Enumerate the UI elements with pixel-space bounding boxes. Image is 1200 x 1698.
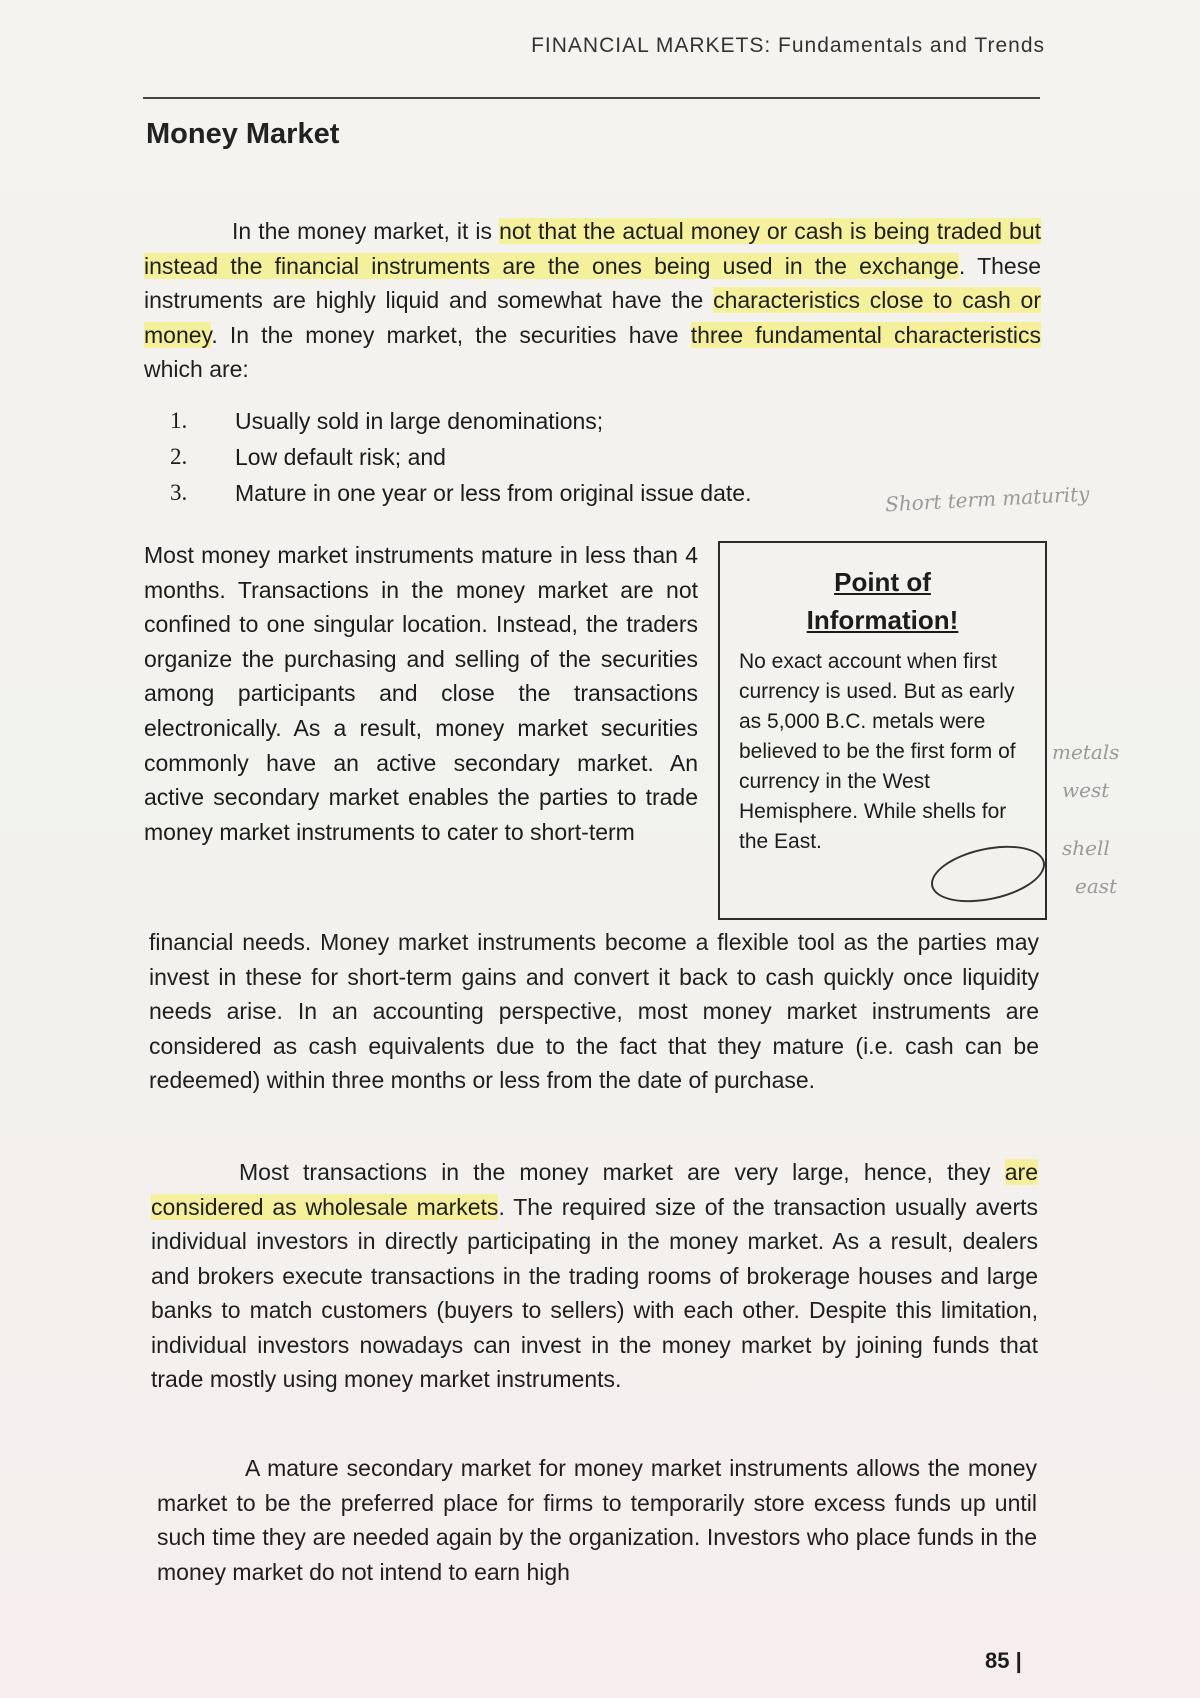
info-box-title-line-1: Point of	[834, 567, 931, 597]
list-item	[170, 444, 1030, 480]
list-number: 1.	[170, 408, 188, 433]
margin-note-east: east	[1075, 874, 1118, 898]
body-paragraph-3: A mature secondary market for money market instruments allows the money market to be the preferred place for firms to temporarily store excess funds up until such time they are needed again by the organization. Investors who place funds in the money market do not intend to earn high	[157, 1455, 1037, 1585]
list-text: Mature in one year or less from original issue date.	[235, 480, 752, 506]
section-title: Money Market	[146, 118, 340, 150]
intro-paragraph	[144, 214, 1041, 387]
intro-highlight-3: three fundamental characteristics	[690, 321, 1042, 348]
para2-highlight-1: are considered as wholesale markets	[151, 1159, 1038, 1220]
page-number: 85 |	[985, 1648, 1022, 1673]
running-header: FINANCIAL MARKETS: Fundamentals and Trends	[531, 34, 1045, 57]
list-item	[170, 408, 1030, 444]
info-box-title	[720, 563, 1045, 639]
body-paragraph-1-wrapped: Most money market instruments mature in less than 4 months. Transactions in the money market are not confined to one singular location. Instead, the traders organize the purchasing and selling of the securities among participants and close the transactions electronically. As a result, money market securities commonly have an active secondary market. An active secondary market enables the parties to trade money market instruments to cater to short-term	[144, 542, 698, 845]
handwritten-maturity-note: Short term maturity	[884, 481, 1090, 517]
margin-note-metals: metals	[1052, 740, 1120, 764]
intro-highlight-1: not that the actual money or cash is being traded but instead the financial instruments are the ones being used in the exchange	[144, 218, 1042, 279]
margin-note-west: west	[1062, 778, 1110, 802]
header-rule	[143, 97, 1040, 99]
intro-text-3: . In the money market, the securities have	[211, 321, 691, 348]
info-box-body: No exact account when first currency is used. But as early as 5,000 B.C. metals were believed to be the first form of currency in the West Hemisphere. While shells for the East.	[739, 650, 1016, 853]
body-paragraph-2	[151, 1155, 1038, 1397]
info-box-title-line-2: Information!	[806, 605, 959, 635]
list-number: 2.	[170, 444, 188, 469]
intro-text-2: . These instruments are highly liquid and somewhat have the	[144, 252, 1041, 313]
list-text: Low default risk; and	[235, 444, 446, 470]
margin-note-shell: shell	[1062, 836, 1110, 860]
list-text: Usually sold in large denominations;	[235, 408, 604, 434]
list-number: 3.	[170, 480, 188, 505]
para2-text-1: Most transactions in the money market are very large, hence, they	[239, 1159, 1005, 1185]
intro-text-4: which are:	[144, 356, 249, 382]
para2-text-2: . The required size of the transaction usually averts individual investors in directly participating in the money market. As a result, dealers and brokers execute transactions in the trading rooms of brokerage houses and large banks to match customers (buyers to sellers) with each other. Despite this limitation, individual investors nowadays can invest in the money market by joining funds that trade mostly using money market instruments.	[151, 1193, 1038, 1392]
intro-text-1: In the money market, it is	[232, 218, 500, 244]
intro-highlight-2: characteristics close to cash or money	[144, 287, 1041, 348]
body-paragraph-1-full: financial needs. Money market instruments become a flexible tool as the parties may invest in these for short-term gains and convert it back to cash quickly once liquidity needs arise. In an accounting perspective, most money market instruments are considered as cash equivalents due to the fact that they mature (i.e. cash can be redeemed) within three months or less from the date of purchase.	[149, 929, 1039, 1093]
